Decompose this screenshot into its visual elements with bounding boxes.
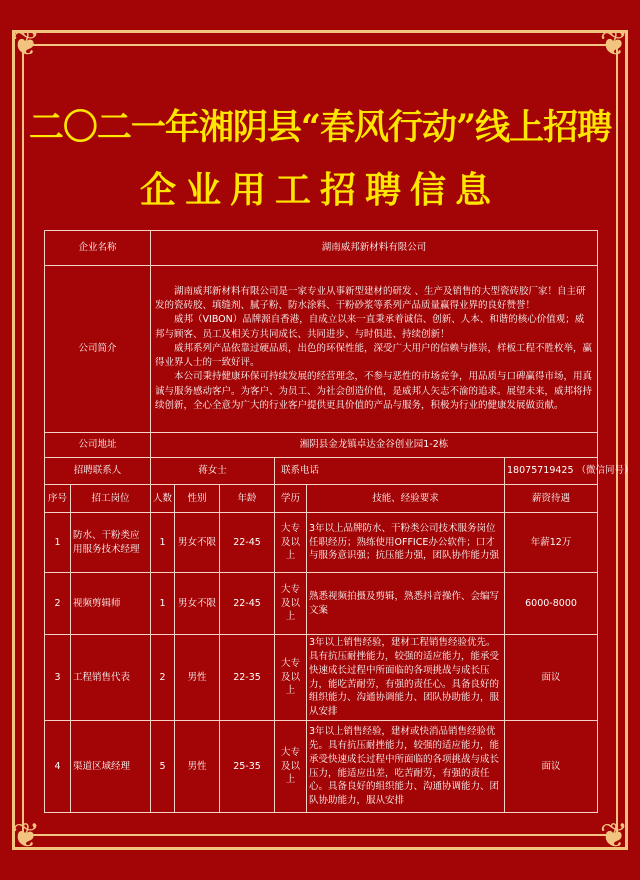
table-row — [45, 513, 598, 573]
company-intro-row — [45, 266, 598, 433]
contact-person: 蒋女士 — [151, 458, 275, 485]
corner-ornament-icon: ❦ — [11, 816, 41, 856]
phone-label: 联系电话 — [275, 458, 505, 485]
cell-job: 工程销售代表 — [71, 635, 151, 721]
header-cell: 人数 — [151, 485, 175, 513]
cell-requirements: 3年以上销售经验，建材或快消品销售经验优先。具有抗压耐挫能力，较强的适应能力，能承受快速成长过程中所面临的各项挑战与成长压力，能适应出差，吃苦耐劳，有强的责任心。具备良好的组织能力、沟通协调能力、团队协助能力，服从安排 — [307, 721, 505, 813]
page-subtitle: 企业用工招聘信息 — [139, 169, 500, 211]
company-name: 湖南威邦新材料有限公司 — [151, 231, 598, 266]
header-cell: 性别 — [175, 485, 220, 513]
cell-age: 22-35 — [220, 635, 275, 721]
cell-requirements: 3年以上品牌防水、干粉类公司技术服务岗位任职经历；熟练使用OFFICE办公软件；口才与服务意识强；抗压能力强，团队协作能力强 — [307, 513, 505, 573]
header-cell: 薪资待遇 — [505, 485, 598, 513]
cell-salary: 面议 — [505, 721, 598, 813]
table-row — [45, 721, 598, 813]
intro-paragraph: 湖南威邦新材料有限公司是一家专业从事新型建材的研发 、生产及销售的大型瓷砖胶厂家！自主研发的瓷砖胶、填缝剂、腻子粉、防水涂料、干粉砂浆等系列产品质量赢得业界的良好赞誉！ — [155, 285, 586, 312]
header-cell: 招工岗位 — [71, 485, 151, 513]
intro-paragraph: 威邦系列产品依靠过硬品质，出色的环保性能，深受广大用户的信赖与推崇，样板工程不胜枚举，赢得业界人士的一致好评。 — [155, 342, 593, 369]
cell-requirements: 熟悉视频拍摄及剪辑，熟悉抖音操作、会编写文案 — [307, 573, 505, 635]
corner-ornament-icon: ❦ — [599, 816, 629, 856]
cell-job: 渠道区域经理 — [71, 721, 151, 813]
cell-salary: 6000-8000 — [505, 573, 598, 635]
header-cell: 学历 — [275, 485, 307, 513]
address: 湘阴县金龙镇卓达金谷创业园1-2栋 — [151, 433, 598, 458]
cell-education: 大专及以 上 — [275, 721, 307, 813]
corner-ornament-icon: ❦ — [599, 24, 629, 64]
table-header-row — [45, 485, 598, 513]
intro-paragraph: 本公司秉持健康环保可持续发展的经营理念，不参与恶性的市场竞争，用品质与口碑赢得市场，用真诚与服务感动客户。为客户、为员工、为社会创造价值，是威邦人矢志不渝的追求。展望未来，威邦将持续创新，全心全意为广大的行业客户提供更具价值的产品与服务，积极为行业的健康发展做贡献。 — [155, 371, 593, 411]
cell-education: 大专及以 上 — [275, 635, 307, 721]
cell-job: 视频剪辑师 — [71, 573, 151, 635]
address-label: 公司地址 — [45, 433, 151, 458]
intro-paragraph: 威邦（VIBON）品牌源自香港，自成立以来一直秉承着诚信、创新、人本、和谐的核心价值观；威邦与顾客、员工及相关方共同成长、共同进步、与时俱进、持续创新！ — [155, 314, 585, 340]
cell-no: 3 — [45, 635, 71, 721]
contact-row — [45, 458, 598, 485]
cell-job: 防水、干粉类应用服务技术经理 — [71, 513, 151, 573]
cell-education: 大专及以 上 — [275, 573, 307, 635]
cell-age: 22-45 — [220, 573, 275, 635]
cell-gender: 男性 — [175, 635, 220, 721]
company-intro — [151, 266, 598, 433]
address-row — [45, 433, 598, 458]
cell-count: 1 — [151, 573, 175, 635]
cell-count: 2 — [151, 635, 175, 721]
cell-education: 大专及以 上 — [275, 513, 307, 573]
cell-gender: 男女不限 — [175, 573, 220, 635]
table-row — [45, 573, 598, 635]
company-name-label: 企业名称 — [45, 231, 151, 266]
cell-no: 1 — [45, 513, 71, 573]
header-cell: 序号 — [45, 485, 71, 513]
cell-count: 1 — [151, 513, 175, 573]
cell-salary: 年薪12万 — [505, 513, 598, 573]
cell-count: 5 — [151, 721, 175, 813]
corner-ornament-icon: ❦ — [11, 24, 41, 64]
cell-age: 25-35 — [220, 721, 275, 813]
header-cell: 技能、经验要求 — [307, 485, 505, 513]
contact-label: 招聘联系人 — [45, 458, 151, 485]
recruitment-table — [44, 230, 634, 813]
table-row — [45, 635, 598, 721]
cell-gender: 男女不限 — [175, 513, 220, 573]
company-intro-label: 公司简介 — [45, 266, 151, 433]
cell-requirements: 3年以上销售经验，建材工程销售经验优先。具有抗压耐挫能力，较强的适应能力，能承受快速成长过程中所面临的各项挑战与成长压力，能吃苦耐劳，有强的责任心。具备良好的组织能力、沟通协调能力、团队协助能力，服从安排 — [307, 635, 505, 721]
page-title: 二〇二一年湘阴县“春风行动”线上招聘 — [28, 107, 612, 148]
cell-salary: 面议 — [505, 635, 598, 721]
phone-number: 18075719425 （微信同号） — [505, 458, 598, 485]
cell-no: 2 — [45, 573, 71, 635]
company-name-row — [45, 231, 598, 266]
cell-no: 4 — [45, 721, 71, 813]
cell-gender: 男性 — [175, 721, 220, 813]
header-cell: 年龄 — [220, 485, 275, 513]
cell-age: 22-45 — [220, 513, 275, 573]
